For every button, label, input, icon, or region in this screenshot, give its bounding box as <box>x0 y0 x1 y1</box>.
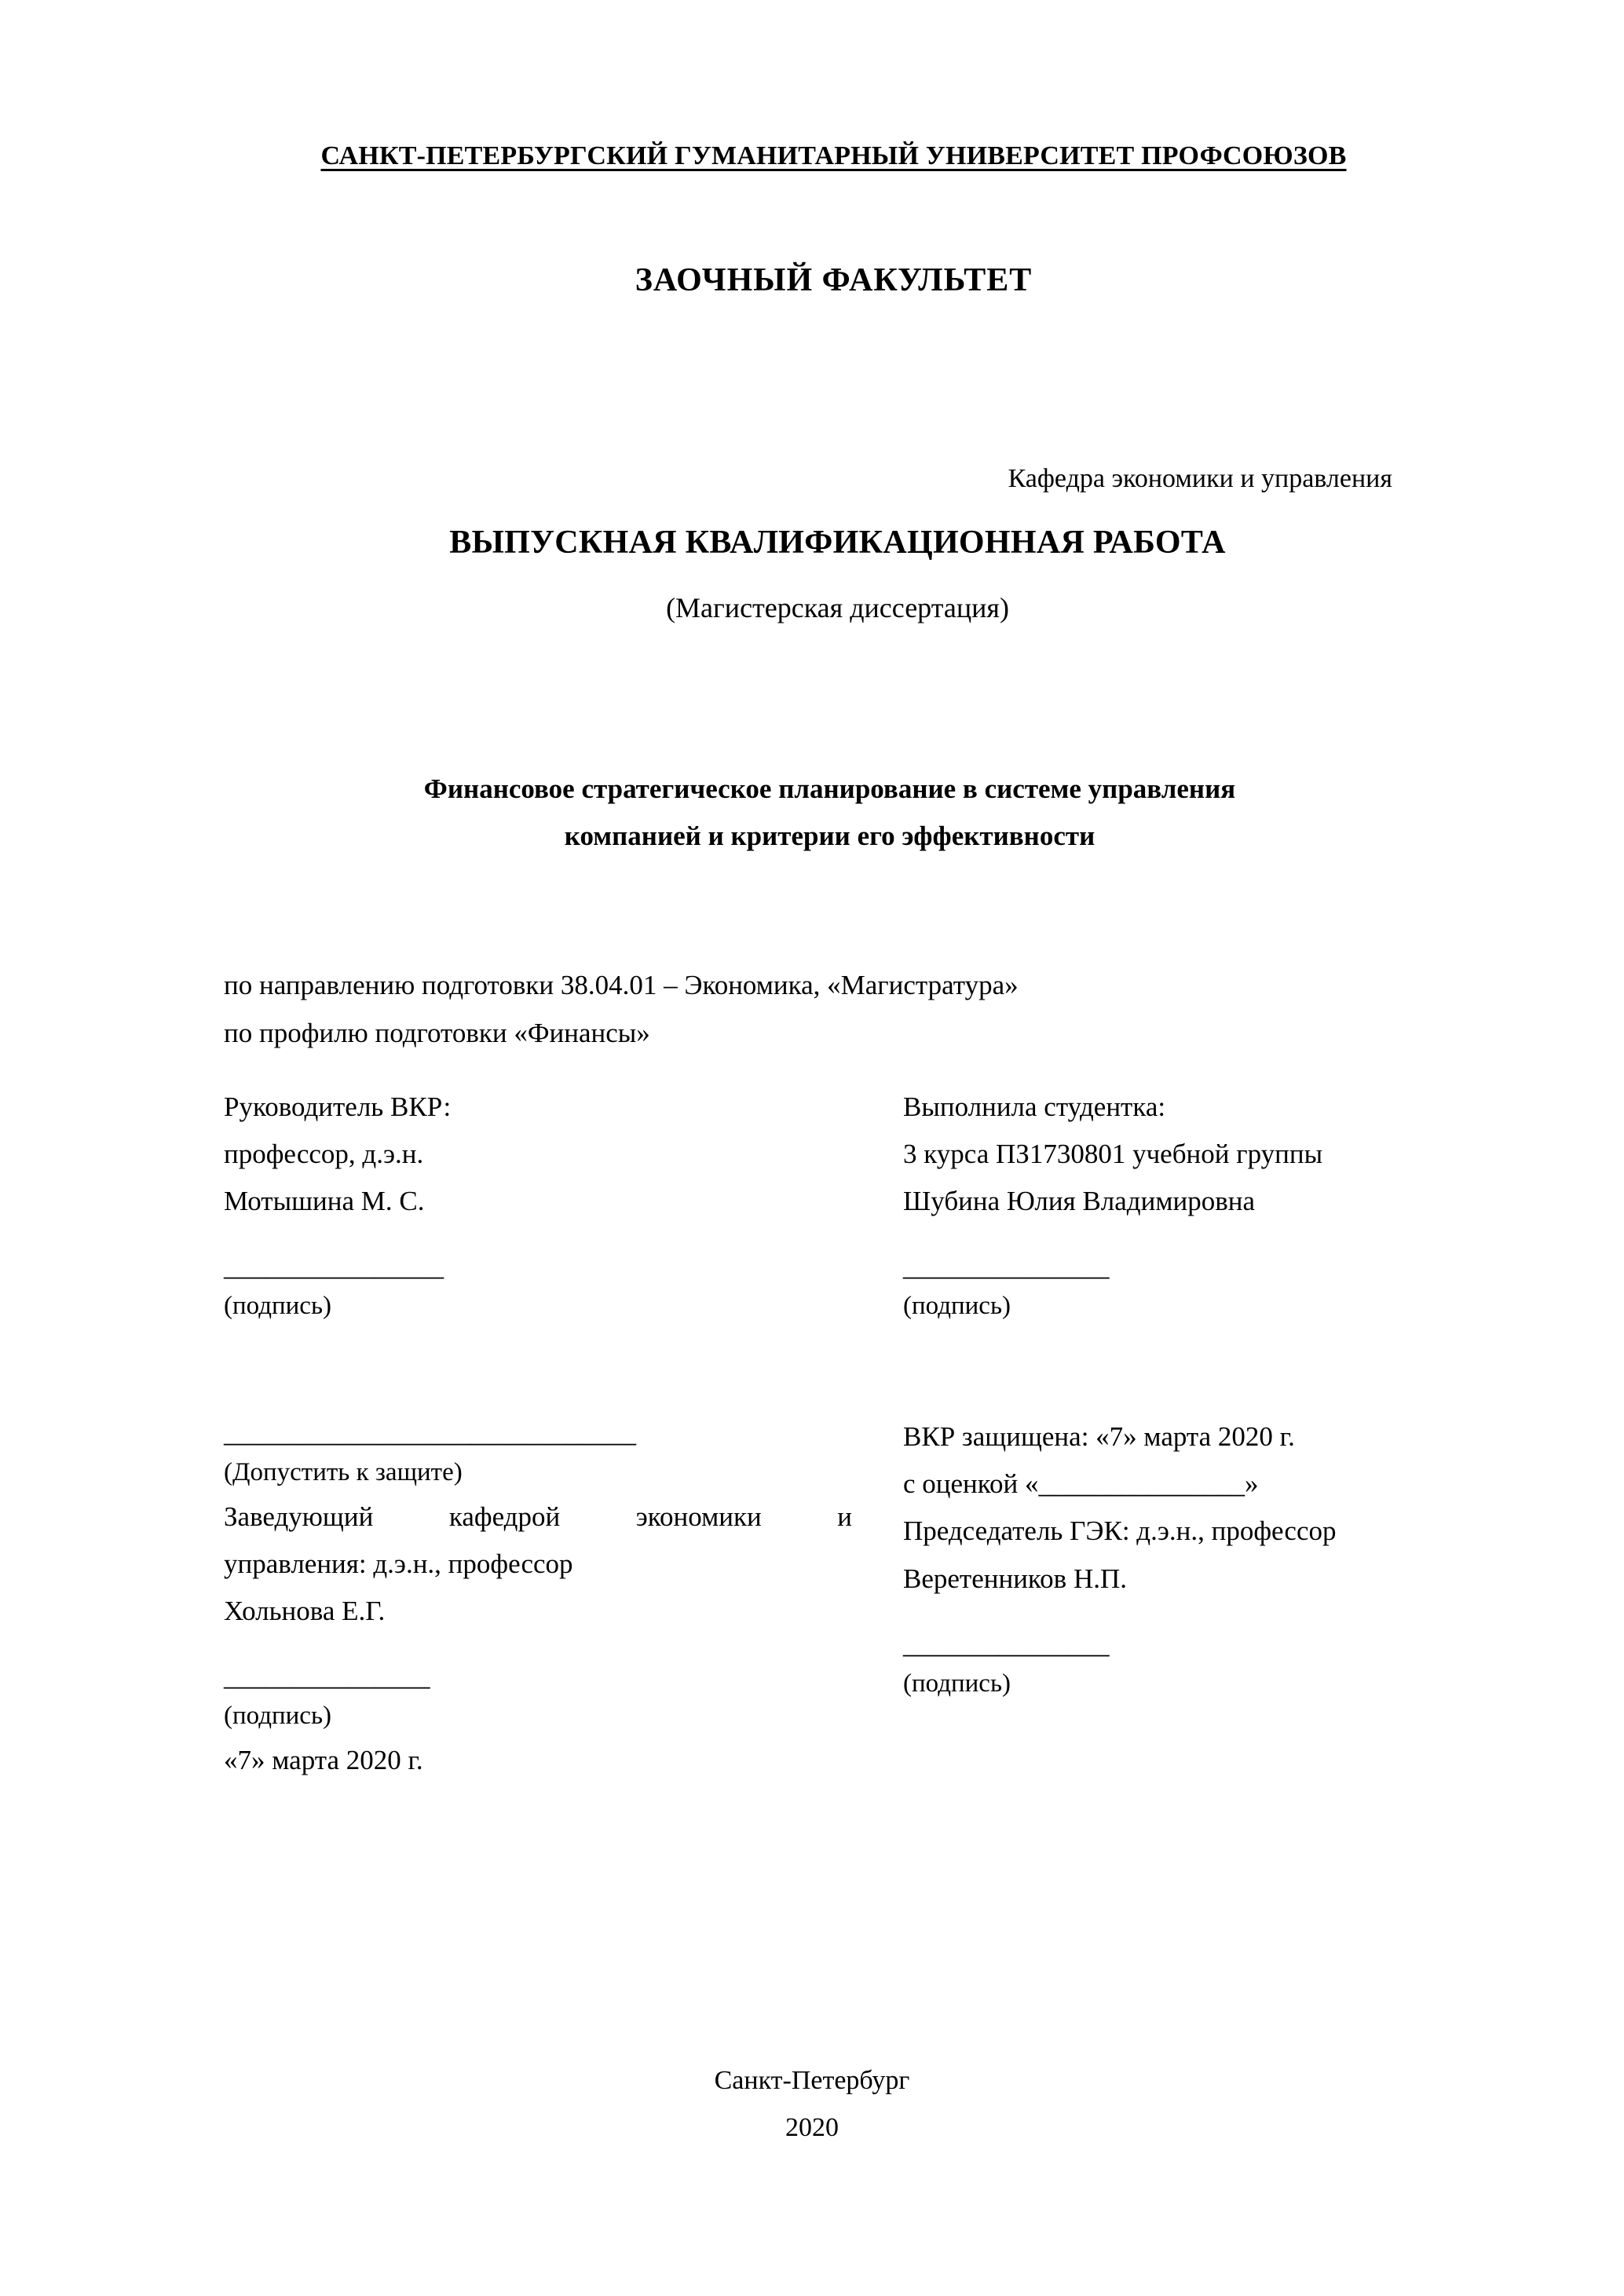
supervisor-role: Руководитель ВКР: <box>224 1091 452 1122</box>
signature-block-top <box>224 1084 1467 1327</box>
department-name: Кафедра экономики и управления <box>1008 464 1392 493</box>
document-subtype: (Магистерская диссертация) <box>666 592 1009 623</box>
thesis-title-line-1: Финансовое стратегическое планирование в системе управления <box>423 773 1236 804</box>
admission-signature-label: (подпись) <box>224 1702 331 1731</box>
supervisor-degree: профессор, д.э.н. <box>224 1138 424 1169</box>
admission-rule: ______________________________ <box>224 1417 636 1449</box>
student-block <box>887 1084 1467 1327</box>
department-head-name: Хольнова Е.Г. <box>224 1596 386 1627</box>
university-name: САНКТ-ПЕТЕРБУРГСКИЙ ГУМАНИТАРНЫЙ УНИВЕРСИТЕТ ПРОФСОЮЗОВ <box>320 141 1347 170</box>
faculty-name: ЗАОЧНЫЙ ФАКУЛЬТЕТ <box>635 262 1033 298</box>
admission-label: (Допустить к защите) <box>224 1458 463 1487</box>
supervisor-block <box>224 1084 887 1327</box>
program-info <box>224 962 1467 1056</box>
program-direction: по направлению подготовки 38.04.01 – Экономика, «Магистратура» <box>224 970 1019 1001</box>
thesis-title <box>263 766 1396 860</box>
student-signature-label: (подпись) <box>903 1292 1011 1321</box>
program-profile: по профилю подготовки «Финансы» <box>224 1017 650 1048</box>
defense-signature-rule: _______________ <box>903 1628 1110 1659</box>
admission-signature-rule: _______________ <box>224 1661 430 1692</box>
signature-block-bottom <box>224 1413 1467 1784</box>
document-type: ВЫПУСКНАЯ КВАЛИФИКАЦИОННАЯ РАБОТА <box>449 525 1226 561</box>
defense-block <box>887 1413 1467 1784</box>
student-role: Выполнила студентка: <box>903 1091 1166 1122</box>
gek-chair-role: Председатель ГЭК: д.э.н., профессор <box>903 1515 1337 1547</box>
student-signature-rule: _______________ <box>903 1251 1110 1282</box>
student-group: 3 курса ПЗ1730801 учебной группы <box>903 1138 1323 1169</box>
admission-date: «7» марта 2020 г. <box>224 1745 423 1776</box>
page-footer <box>0 2057 1624 2151</box>
student-name: Шубина Юлия Владимировна <box>903 1186 1256 1217</box>
supervisor-signature-label: (подпись) <box>224 1292 331 1321</box>
thesis-title-line-2: компанией и критерии его эффективности <box>564 821 1095 852</box>
defense-grade-line <box>903 1461 1467 1508</box>
defense-date: ВКР защищена: «7» марта 2020 г. <box>903 1421 1295 1453</box>
admission-block <box>224 1413 887 1784</box>
gek-chair-name: Веретенников Н.П. <box>903 1563 1127 1594</box>
supervisor-name: Мотышина М. С. <box>224 1186 425 1217</box>
defense-grade-suffix: » <box>1245 1468 1259 1500</box>
department-head-line-1: Заведующий кафедрой экономики и <box>224 1501 852 1532</box>
supervisor-signature-rule: ________________ <box>224 1251 444 1282</box>
defense-signature-label: (подпись) <box>903 1669 1011 1698</box>
footer-year: 2020 <box>785 2112 839 2142</box>
defense-grade-rule: _______________ <box>1038 1468 1245 1500</box>
defense-grade-prefix: с оценкой « <box>903 1468 1039 1500</box>
department-head-line-2: управления: д.э.н., профессор <box>224 1548 573 1580</box>
footer-city: Санкт-Петербург <box>714 2066 910 2095</box>
